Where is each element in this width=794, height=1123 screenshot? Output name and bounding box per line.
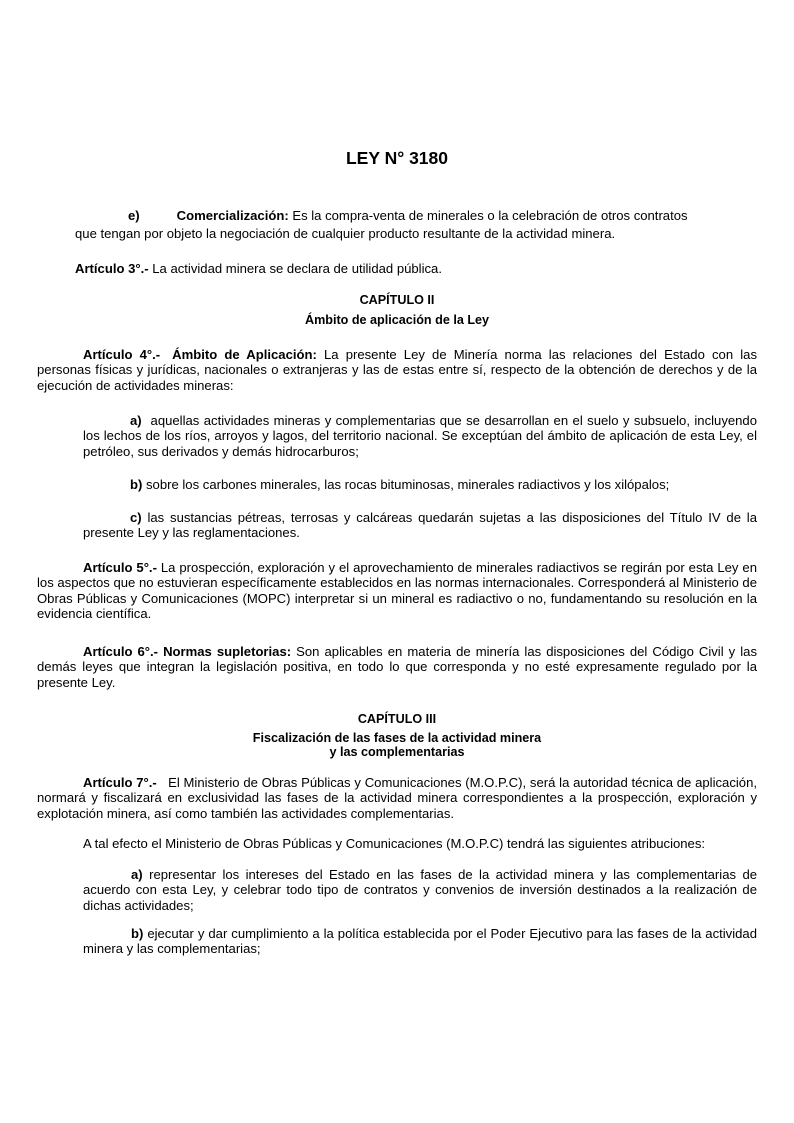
article-5-text: La prospección, exploración y el aprovechamiento de minerales radiactivos se regirán por esta Ley en los aspectos que no estuvieran específicamente establecidos en las normas internacionales. Corresponderá al Ministerio de Obras Públicas y Comunicaciones (MOPC) interpretar si un mineral es radiactivo o no, fundamentando su resolución en la evidencia científica. xyxy=(37,560,757,622)
article-7-item-a-label: a) xyxy=(131,867,143,882)
article-7-intro-text: A tal efecto el Ministerio de Obras Públicas y Comunicaciones (M.O.P.C) tendrá las siguientes atribuciones: xyxy=(83,836,706,851)
chapter-2-subtitle: Ámbito de aplicación de la Ley xyxy=(304,313,490,327)
law-title: LEY N° 3180 xyxy=(345,148,448,168)
item-e-text-line2: que tengan por objeto la negociación de cualquier producto resultante de la actividad minera. xyxy=(75,226,616,241)
chapter-3-subtitle-line1: Fiscalización de las fases de la actividad minera xyxy=(252,731,542,745)
article-7-item-a xyxy=(83,867,757,913)
article-4 xyxy=(37,347,757,393)
item-e-label: e) xyxy=(128,208,140,223)
chapter-3-heading: CAPÍTULO III xyxy=(357,712,437,726)
article-7-text: El Ministerio de Obras Públicas y Comunicaciones (M.O.P.C), será la autoridad técnica de aplicación, normará y fiscalizará en exclusividad las fases de la actividad minera correspondientes a la prospección, exploración y explotación minera, así como también las actividades complementarias. xyxy=(37,775,757,821)
article-7-item-a-text: representar los intereses del Estado en las fases de la actividad minera y las complementarias de acuerdo con esta Ley, y celebrar todo tipo de contratos y convenios de inversión destinados a la realización de dichas actividades; xyxy=(83,867,758,913)
article-3 xyxy=(75,261,757,276)
chapter-3-subtitle-line2: y las complementarias xyxy=(329,745,465,759)
chapter-2-heading: CAPÍTULO II xyxy=(359,293,435,307)
article-6 xyxy=(37,644,757,690)
article-3-label: Artículo 3°.- xyxy=(75,261,149,276)
article-6-text: Son aplicables en materia de minería las disposiciones del Código Civil y las demás leyes que integran la legislación positiva, en todo lo que corresponda y no esté expresamente regulado por la presente Ley. xyxy=(37,644,758,690)
item-e-continuation xyxy=(75,226,757,241)
article-5 xyxy=(37,560,757,622)
article-4-label: Artículo 4°.- xyxy=(83,347,161,362)
article-4-item-c xyxy=(83,510,757,541)
article-6-label: Artículo 6°.- xyxy=(83,644,159,659)
article-4-term: Ámbito de Aplicación: xyxy=(172,347,317,362)
article-6-term: Normas supletorias: xyxy=(163,644,292,659)
article-4-item-c-label: c) xyxy=(130,510,142,525)
item-e-paragraph xyxy=(37,208,757,223)
article-7-item-b xyxy=(83,926,757,957)
article-7-item-b-label: b) xyxy=(131,926,144,941)
article-4-item-a-text: aquellas actividades mineras y complementarias que se desarrollan en el suelo y subsuelo, incluyendo los lechos de los ríos, arroyos y lagos, del territorio nacional. Se exceptúan del ámbito de aplicación de esta Ley, el petróleo, sus derivados y demás hidrocarburos; xyxy=(83,413,757,459)
article-4-text: La presente Ley de Minería norma las relaciones del Estado con las personas físicas y jurídicas, nacionales o extranjeras y las de estas entre sí, respecto de la obtención de derechos y de la ejecución de actividades mineras: xyxy=(37,347,757,393)
item-e-text-line1: Es la compra-venta de minerales o la celebración de otros contratos xyxy=(292,208,688,223)
article-4-item-b-text: sobre los carbones minerales, las rocas bituminosas, minerales radiactivos y los xilópalos; xyxy=(146,477,670,492)
article-7-item-b-text: ejecutar y dar cumplimiento a la política establecida por el Poder Ejecutivo para las fases de la actividad minera y las complementarias; xyxy=(83,926,757,957)
article-3-text: La actividad minera se declara de utilidad pública. xyxy=(152,261,442,276)
item-e-term: Comercialización: xyxy=(176,208,289,223)
article-7 xyxy=(37,775,757,821)
article-4-item-c-text: las sustancias pétreas, terrosas y calcáreas quedarán sujetas a las disposiciones del Título IV de la presente Ley y las reglamentaciones. xyxy=(83,510,757,541)
article-7-label: Artículo 7°.- xyxy=(83,775,157,790)
article-5-label: Artículo 5°.- xyxy=(83,560,157,575)
article-7-intro xyxy=(83,836,757,851)
article-4-item-a xyxy=(83,413,757,459)
article-4-item-a-label: a) xyxy=(130,413,142,428)
article-4-item-b-label: b) xyxy=(130,477,143,492)
article-4-item-b xyxy=(83,477,757,492)
